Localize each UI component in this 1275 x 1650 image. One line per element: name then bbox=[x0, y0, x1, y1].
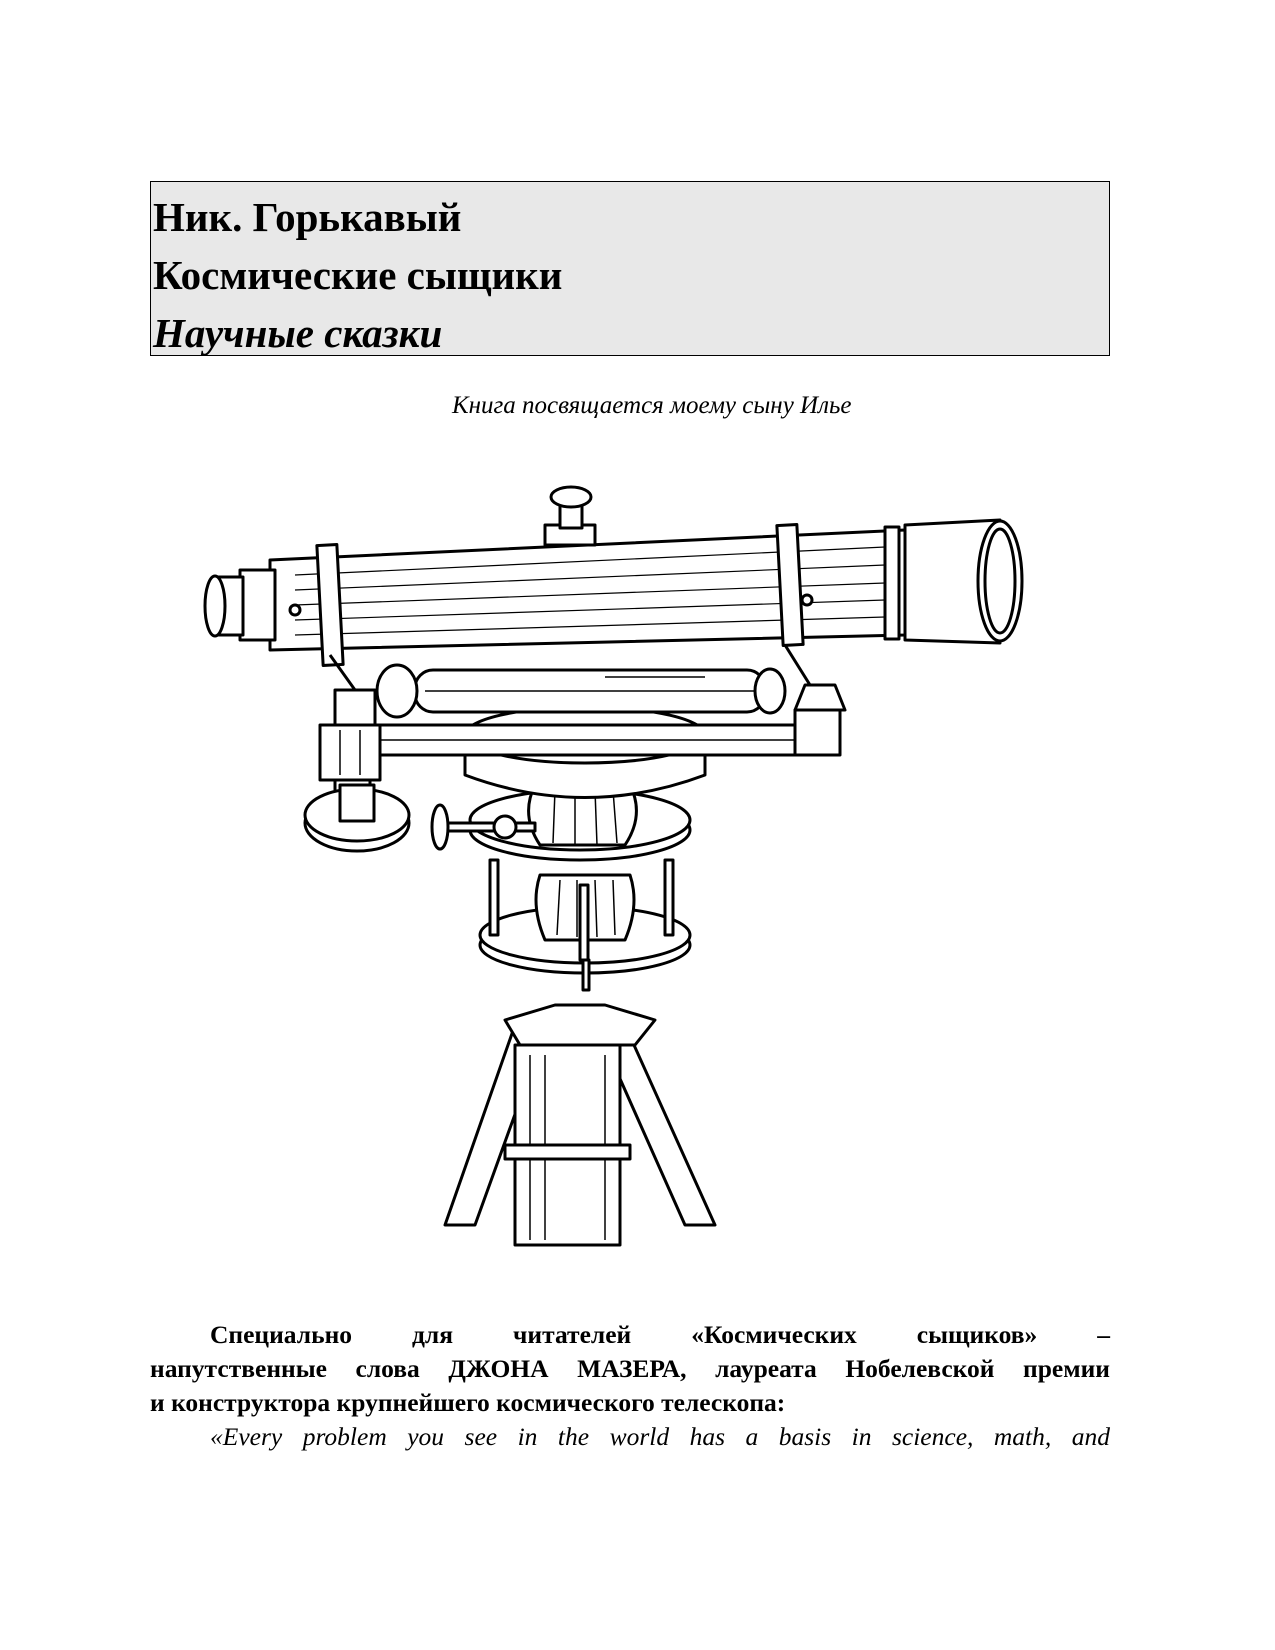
telescope-on-tripod-icon bbox=[185, 485, 1065, 1285]
intro-line-1 bbox=[150, 1318, 1110, 1352]
word: – bbox=[1097, 1320, 1110, 1349]
author-name: Ник. Горькавый bbox=[153, 194, 462, 240]
book-title: Космические сыщики bbox=[153, 252, 563, 298]
word: читателей bbox=[513, 1320, 632, 1349]
intro-section bbox=[150, 1318, 1110, 1454]
word: сыщиков» bbox=[916, 1320, 1038, 1349]
word: Специально bbox=[210, 1320, 353, 1349]
word: для bbox=[412, 1320, 454, 1349]
title-box bbox=[150, 181, 1110, 356]
quote: «Every problem you see in the world has a basis in science, math, and bbox=[210, 1422, 1110, 1451]
dedication: Книга посвящается моему сыну Илье bbox=[452, 392, 852, 419]
intro-line-2: напутственные слова ДЖОНА МАЗЕРА, лауреата Нобелевской премии bbox=[150, 1354, 1110, 1383]
book-subtitle: Научные сказки bbox=[153, 310, 443, 356]
intro-line-3: и конструктора крупнейшего космического телескопа: bbox=[150, 1388, 786, 1417]
intro-paragraph bbox=[150, 1318, 1110, 1420]
word: «Космических bbox=[691, 1320, 857, 1349]
